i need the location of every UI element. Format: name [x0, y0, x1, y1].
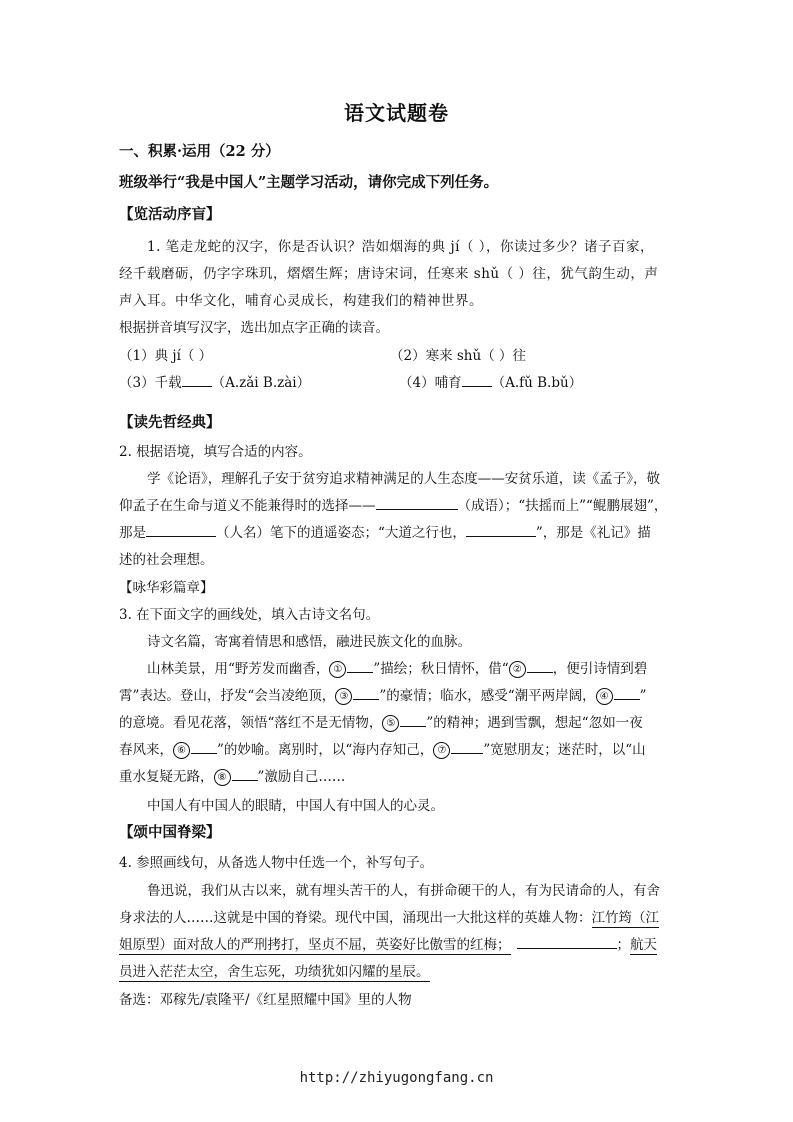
q3-line-1-a: 山林美景，用“野芳发而幽香，	[147, 661, 330, 677]
q2-paragraph-line-2	[119, 494, 667, 514]
q4-model-sentence-2: 员进入茫茫太空，舍生忘死，功绩犹如闪耀的星辰。	[119, 964, 430, 980]
q2-paragraph-line-4: 述的社会理想。	[119, 552, 214, 568]
q1-answer-4-label: （4）哺育	[399, 375, 462, 391]
q3-line-2-b: ”的豪情；临水，感受“潮平两岸阔，	[379, 688, 596, 704]
q2-line-2-text-end: （成语）；“扶摇而上”“鲲鹏展翅”，	[457, 498, 668, 514]
q1-answer-3-blank[interactable]	[182, 372, 212, 387]
q1-answer-4-blank[interactable]	[462, 372, 492, 387]
q3-line-3	[119, 711, 643, 732]
q3-intro: 诗文名篇，寄寓着情思和感悟，融进民族文化的血脉。	[147, 634, 471, 650]
q2-line-3-mid: （人名）笔下的逍遥姿态；“大道之行也，	[216, 525, 466, 541]
q3-line-4-b: ”的妙喻。离别时，以“海内存知己，	[217, 742, 434, 758]
q4-paragraph-line-4	[119, 960, 430, 980]
q1-answer-2: （2）寒来 shǔ（ ）往	[390, 348, 526, 364]
q1-answer-4	[399, 371, 582, 391]
q3-line-2-a: 霄”表达。登山，抒发“会当凌绝顶，	[119, 688, 336, 704]
q3-blank-7[interactable]	[451, 739, 483, 754]
q4-options: 备选：邓稼先/袁隆平/《红星照耀中国》里的人物	[119, 992, 412, 1008]
q4-model-sentence: 姐原型）面对敌人的严刑拷打，坚贞不屈，英姿好比傲雪的红梅；	[119, 937, 511, 953]
q3-blank-3[interactable]	[353, 685, 379, 700]
q1-instruction: 根据拼音填写汉字，选出加点字正确的读音。	[119, 320, 389, 336]
subsection-2-title: 【读先哲经典】	[119, 414, 221, 431]
q3-line-4-a: 春风来，	[119, 742, 173, 758]
q1-paragraph-line-3: 声入耳。中华文化，哺育心灵成长，构建我们的精神世界。	[119, 293, 483, 309]
q3-closing: 中国人有中国人的眼睛，中国人有中国人的心灵。	[147, 798, 444, 814]
subsection-4-title: 【颂中国脊梁】	[119, 824, 221, 841]
q2-line-3-start: 那是	[119, 525, 146, 541]
q2-line-3-end: ”，那是《礼记》描	[535, 525, 651, 541]
q3-line-4-c: ”宽慰朋友；迷茫时，以“山	[483, 742, 646, 758]
q1-answer-3	[119, 371, 310, 391]
q3-heading: 3. 在下面文字的画线处，填入古诗文名句。	[119, 607, 380, 623]
q3-line-4	[119, 738, 646, 759]
blank-number-8: ⑧	[214, 769, 231, 786]
q3-blank-4[interactable]	[614, 685, 640, 700]
q3-blank-8[interactable]	[232, 766, 258, 781]
q2-person-blank[interactable]	[146, 522, 216, 537]
q4-model-sentence-start: 江竹筠（江	[591, 910, 659, 926]
q2-idiom-blank[interactable]	[376, 495, 458, 510]
q2-heading: 2. 根据语境，填写合适的内容。	[119, 444, 312, 460]
q3-line-5	[119, 765, 345, 786]
subsection-3-title: 【咏华彩篇章】	[119, 580, 214, 596]
q3-line-1	[147, 657, 647, 678]
q4-heading: 4. 参照画线句，从备选人物中任选一个，补写句子。	[119, 855, 434, 871]
q1-answer-3-options: （A.zǎi B.zài）	[211, 375, 311, 391]
section-intro: 班级举行“我是中国人”主题学习活动，请你完成下列任务。	[119, 174, 499, 191]
subsection-1-title: 【览活动序盲】	[119, 206, 221, 223]
q1-paragraph-line-2: 经千载磨砺，仍字字珠玑，熠熠生辉；唐诗宋词，任寒来 shǔ（ ）往，犹气韵生动，声	[119, 266, 659, 282]
q3-line-3-b: ”的精神；遇到雪飘，想起“忽如一夜	[426, 715, 643, 731]
blank-number-2: ②	[509, 661, 526, 678]
q4-semicolon: ；	[616, 937, 630, 953]
blank-number-3: ③	[335, 688, 352, 705]
section-heading: 一、积累·运用（22 分）	[119, 143, 280, 160]
q3-blank-5[interactable]	[400, 712, 426, 727]
q3-line-1-c: ，便引诗情到碧	[552, 661, 648, 677]
q3-line-2	[119, 684, 647, 705]
blank-number-5: ⑤	[382, 715, 399, 732]
q4-line-2-text: 身求法的人……这就是中国的脊梁。现代中国，涌现出一大批这样的英雄人物：	[119, 910, 592, 926]
q4-paragraph-line-1: 鲁迅说，我们从古以来，就有埋头苦干的人，有拼命硬干的人，有为民请命的人，有舍	[147, 883, 660, 899]
q4-answer-blank[interactable]	[517, 934, 617, 949]
q3-line-3-a: 的意境。看见花落，领悟“落红不是无情物，	[119, 715, 383, 731]
q3-blank-6[interactable]	[191, 739, 217, 754]
q3-line-5-a: 重水复疑无路，	[119, 769, 214, 785]
q1-answer-1: （1）典 jí（ ）	[119, 348, 213, 364]
q1-paragraph-line-1: 1. 笔走龙蛇的汉字，你是否认识？浩如烟海的典 jí（ ），你读过多少？诸子百家，	[147, 239, 655, 255]
q3-line-2-c: ”	[639, 688, 647, 704]
blank-number-6: ⑥	[173, 742, 190, 759]
q2-paragraph-line-1: 学《论语》，理解孔子安于贫穷追求精神满足的人生态度——安贫乐道，读《孟子》，敬	[147, 471, 660, 487]
blank-number-4: ④	[596, 688, 613, 705]
q3-blank-2[interactable]	[527, 658, 553, 673]
q1-answer-3-label: （3）千载	[119, 375, 182, 391]
q2-line-2-text: 仰孟子在生命与道义不能兼得时的选择——	[119, 498, 376, 514]
q1-answer-4-options: （A.fǔ B.bǔ）	[491, 375, 583, 391]
q4-paragraph-line-3	[119, 933, 657, 953]
blank-number-1: ①	[329, 661, 346, 678]
q3-line-5-b: ”激励自己……	[257, 769, 346, 785]
blank-number-7: ⑦	[433, 742, 450, 759]
q4-paragraph-line-2	[119, 906, 659, 926]
q3-line-1-b: ”描绘；秋日情怀，借“	[373, 661, 509, 677]
page-title: 语文试题卷	[344, 101, 449, 125]
q2-paragraph-line-3	[119, 521, 651, 541]
footer-url: http://zhiyugongfang.cn	[299, 1070, 494, 1086]
q4-model-sentence-2-start: 航天	[630, 937, 657, 953]
q2-quote-blank[interactable]	[466, 522, 536, 537]
q3-blank-1[interactable]	[347, 658, 373, 673]
